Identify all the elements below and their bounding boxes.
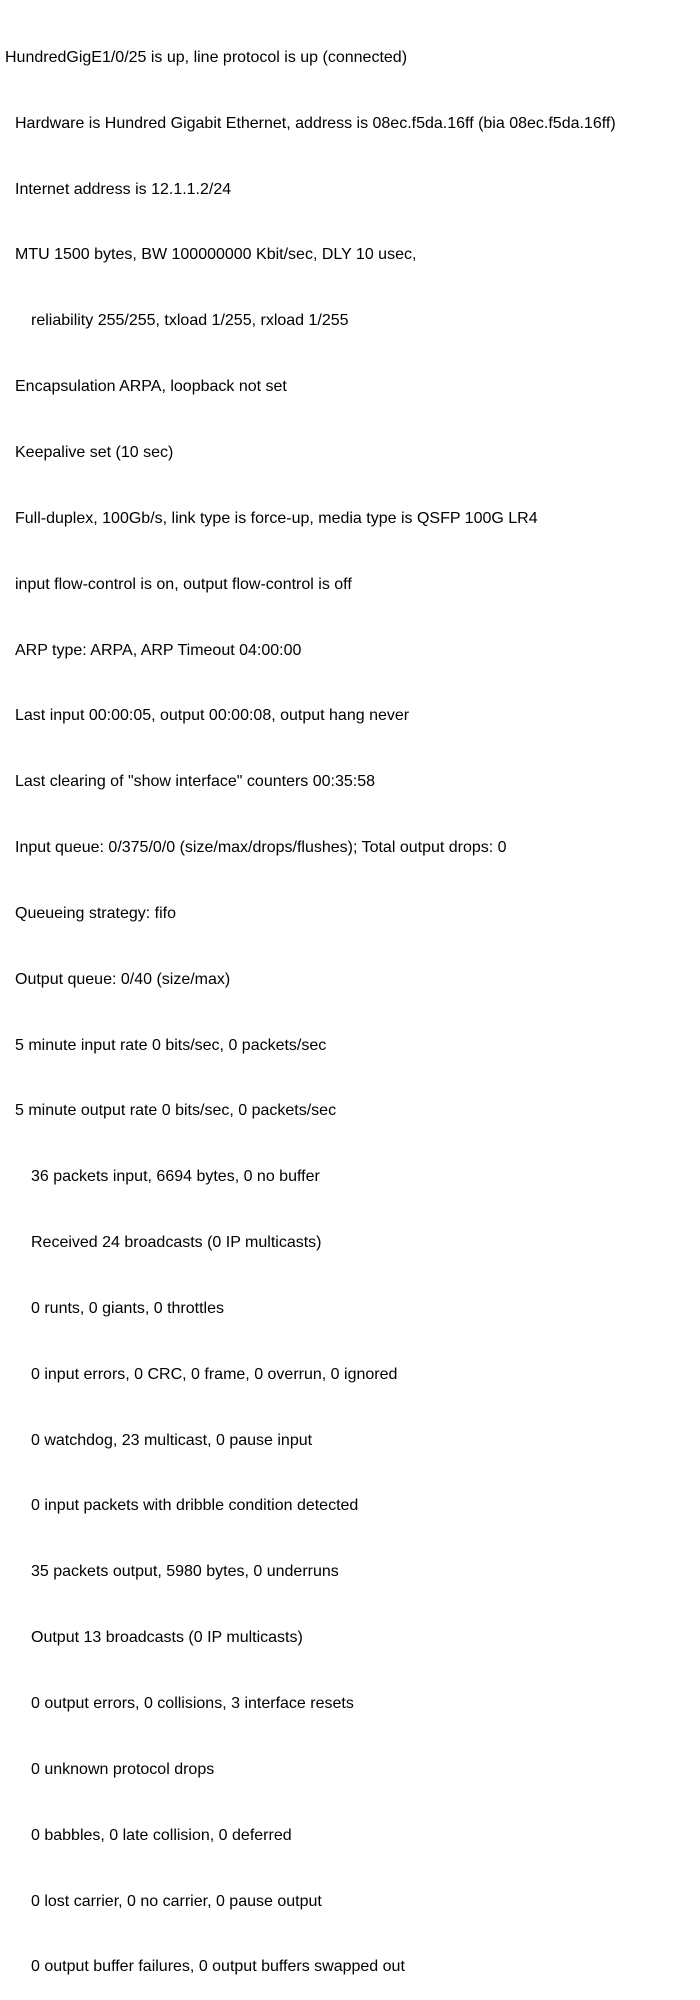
status-line: Input queue: 0/375/0/0 (size/max/drops/flushes); Total output drops: 0 [15, 839, 507, 857]
status-line: 0 input packets with dribble condition detected [31, 1497, 359, 1515]
status-line: Encapsulation ARPA, loopback not set [15, 378, 287, 396]
status-line: Queueing strategy: fifo [15, 904, 176, 922]
status-line: MTU 1500 bytes, BW 100000000 Kbit/sec, DLY 10 usec, [15, 246, 417, 264]
status-line: Hardware is Hundred Gigabit Ethernet, address is 08ec.f5da.16ff (bia 08ec.f5da.16ff) [15, 114, 616, 132]
status-line: Keepalive set (10 sec) [15, 443, 174, 461]
status-line: 0 lost carrier, 0 no carrier, 0 pause output [31, 1892, 322, 1910]
status-line: 0 output buffer failures, 0 output buffers swapped out [31, 1958, 405, 1976]
status-line: Received 24 broadcasts (0 IP multicasts) [31, 1234, 322, 1252]
status-line: input flow-control is on, output flow-control is off [15, 575, 352, 593]
status-line: Last input 00:00:05, output 00:00:08, output hang never [15, 707, 410, 725]
status-line: 0 unknown protocol drops [31, 1760, 215, 1778]
status-line: 0 babbles, 0 late collision, 0 deferred [31, 1826, 292, 1844]
status-line: Internet address is 12.1.1.2/24 [15, 180, 232, 198]
status-line: 0 watchdog, 23 multicast, 0 pause input [31, 1431, 313, 1449]
status-line: 0 input errors, 0 CRC, 0 frame, 0 overrun, 0 ignored [31, 1365, 398, 1383]
status-line: 5 minute output rate 0 bits/sec, 0 packets/sec [15, 1102, 337, 1120]
status-line: 5 minute input rate 0 bits/sec, 0 packets/sec [15, 1036, 327, 1054]
status-line: 35 packets output, 5980 bytes, 0 underruns [31, 1563, 339, 1581]
status-line: 36 packets input, 6694 bytes, 0 no buffer [31, 1168, 320, 1186]
status-line: HundredGigE1/0/25 is up, line protocol is up (connected) [5, 48, 408, 66]
status-line: Output queue: 0/40 (size/max) [15, 970, 231, 988]
status-line: ARP type: ARPA, ARP Timeout 04:00:00 [15, 641, 302, 659]
status-line: 0 output errors, 0 collisions, 3 interface resets [31, 1695, 354, 1712]
status-line: Output 13 broadcasts (0 IP multicasts) [31, 1629, 303, 1647]
interface-status-output [5, 3, 616, 2000]
status-line: Full-duplex, 100Gb/s, link type is force-up, media type is QSFP 100G LR4 [15, 509, 538, 527]
status-line: 0 runts, 0 giants, 0 throttles [31, 1299, 224, 1317]
status-line: Last clearing of "show interface" counters 00:35:58 [15, 773, 376, 791]
status-line: reliability 255/255, txload 1/255, rxload 1/255 [31, 312, 349, 330]
